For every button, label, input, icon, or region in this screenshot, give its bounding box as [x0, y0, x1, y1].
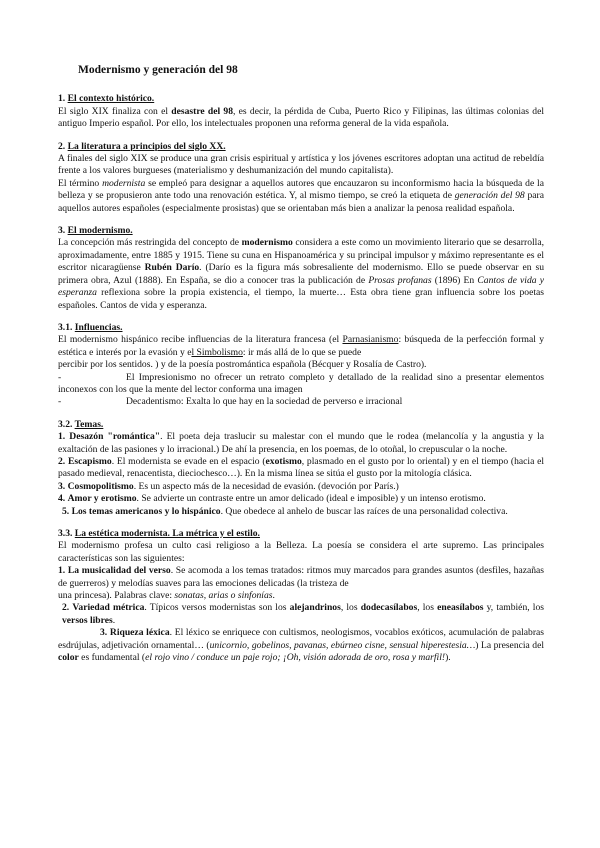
section-number: 3. [58, 225, 66, 237]
section-heading [58, 225, 544, 237]
paragraph: A finales del siglo XIX se produce una gran crisis espiritual y artística y los jóvenes escritores adoptan una actitud de rebeldía frente a los valores burgueses (materialismo y deshumanización del mundo capitalista). [58, 153, 544, 177]
section-heading [58, 528, 544, 540]
bullet-dash: - [58, 371, 62, 383]
section-aesthetics [58, 528, 544, 664]
section-heading [58, 93, 544, 105]
section-number: 3.3. [58, 528, 73, 539]
section-title: La literatura a principios del siglo XX. [67, 140, 226, 152]
section-heading [58, 141, 544, 153]
section-number: 3.1. [58, 321, 73, 333]
section-influences [58, 322, 544, 409]
theme-item: 3. Cosmopolitismo. Es un aspecto más de la necesidad de evasión. (devoción por París.) [58, 480, 399, 492]
paragraph: El siglo XIX finaliza con el desastre del 98, es decir, la pérdida de Cuba, Puerto Rico y Filipinas, las últimas colonias del antiguo Imperio español. Por ello, los intelectuales proponen una reforma general de la vida española. [58, 105, 545, 130]
list-item [58, 396, 544, 408]
paragraph: El modernismo hispánico recibe influencias de la literatura francesa (el Parnasianismo: búsqueda de la perfección formal y estética e interés por la evasión y el Simbolismo: ir más allá de lo que se puede [58, 334, 544, 358]
list-item [58, 372, 544, 397]
document-title: Modernismo y generación del 98 [78, 64, 238, 76]
paragraph: El término modernista se empleó para designar a aquellos autores que encauzaron su inconformismo hacia la búsqueda de la belleza y se propusieron ante todo una renovación estética. Y, al mismo tiempo, se creó la etiqueta de generación del 98 para aquellos autores españoles (especialmente prosistas) que se orientaban más bien a analizar la penosa realidad española. [58, 177, 544, 214]
section-literature [58, 141, 544, 215]
bullet-text: Decadentismo: Exalta lo que hay en la sociedad de perverso e irracional [126, 396, 403, 408]
theme-item: 4. Amor y erotismo. Se advierte un contraste entre un amor delicado (ideal e imposible) y un intenso erotismo. [58, 493, 486, 505]
section-title: La estética modernista. La métrica y el estilo. [74, 528, 260, 539]
section-number: 2. [58, 140, 66, 152]
section-modernism [58, 225, 544, 312]
theme-item: 1. Desazón "romántica". El poeta deja traslucir su malestar con el mundo que le rodea (melancolía y la angustia y la exaltación de las pasiones y lo irracional.) De ahí la presencia, en los poemas, de lo otoñal, lo crepuscular o la noche. [58, 431, 544, 455]
section-heading [58, 322, 544, 334]
feature-item-continued: una princesa). Palabras clave: sonatas, arias o sinfonías. [58, 590, 275, 602]
paragraph: percibir por los sentidos. ) y de la poesía postromántica española (Bécquer y Rosalía de Castro). [58, 359, 427, 371]
bullet-dash: - [58, 396, 62, 408]
section-themes [58, 419, 544, 518]
paragraph: El modernismo profesa un culto casi religioso a la Belleza. La poesía se considera el arte supremo. Las principales características son las siguientes: [58, 540, 544, 564]
theme-item: 5. Los temas americanos y lo hispánico. Que obedece al anhelo de buscar las raíces de una personalidad colectiva. [62, 505, 508, 517]
paragraph: La concepción más restringida del concepto de modernismo considera a este como un movimiento literario que se desarrolla, aproximadamente, entre 1885 y 1915. Tiene su cuna en Hispanoamérica y su principal impulsor y máximo representante es el escritor nicaragüense Rubén Darío. (Darío es la figura más sobresaliente del modernismo. Ello se puede observar en su primera obra, Azul (1888). En España, se dio a conocer tras la publicación de Prosas profanas (1896) En Cantos de vida y esperanza reflexiona sobre la propia existencia, el tiempo, la muerte… Esta obra tiene gran influencia sobre los poetas españoles. Cantos de vida y esperanza. [58, 237, 545, 311]
section-number: 3.2. [58, 418, 73, 430]
feature-item: 3. Riqueza léxica. El léxico se enriquece con cultismos, neologismos, vocablos exóticos, acumulación de palabras esdrújulas, adjetivación ornamental… (unicornio, gobelinos, pavanas, ebúrneo cisne, sensual hiperestesia…) La presencia del color es fundamental (el rojo vino / conduce un paje rojo; ¡Oh, visión adorada de oro, rosa y marfil!). [58, 627, 545, 664]
section-title: Temas. [74, 418, 104, 430]
section-context [58, 93, 544, 130]
feature-item: 2. Variedad métrica. Típicos versos modernistas son los alejandrinos, los dodecasílabos, los eneasílabos y, también, los versos libres. [62, 602, 544, 626]
section-number: 1. [58, 93, 66, 105]
feature-item: 1. La musicalidad del verso. Se acomoda a los temas tratados: ritmos muy marcados para grandes asuntos (desfiles, hazañas de guerreros) y melodías suaves para las emociones delicadas (la tristeza de [58, 565, 545, 589]
theme-item: 2. Escapismo. El modernista se evade en el espacio (exotismo, plasmado en el gusto por lo oriental) y en el tiempo (hacia el pasado medieval, renacentista, dieciochesco…). En la misma línea se sitúa el gusto por la mitología clásica. [58, 455, 544, 480]
document-page [58, 64, 544, 674]
section-title: El contexto histórico. [67, 93, 155, 105]
section-title: Influencias. [74, 321, 123, 333]
bullet-text: El Impresionismo no ofrecer un retrato completo y detallado de la realidad sino a presentar elementos inconexos con los que la mente del lector conforma una imagen [58, 371, 544, 395]
section-title: El modernismo. [67, 225, 133, 237]
section-heading [58, 419, 544, 431]
